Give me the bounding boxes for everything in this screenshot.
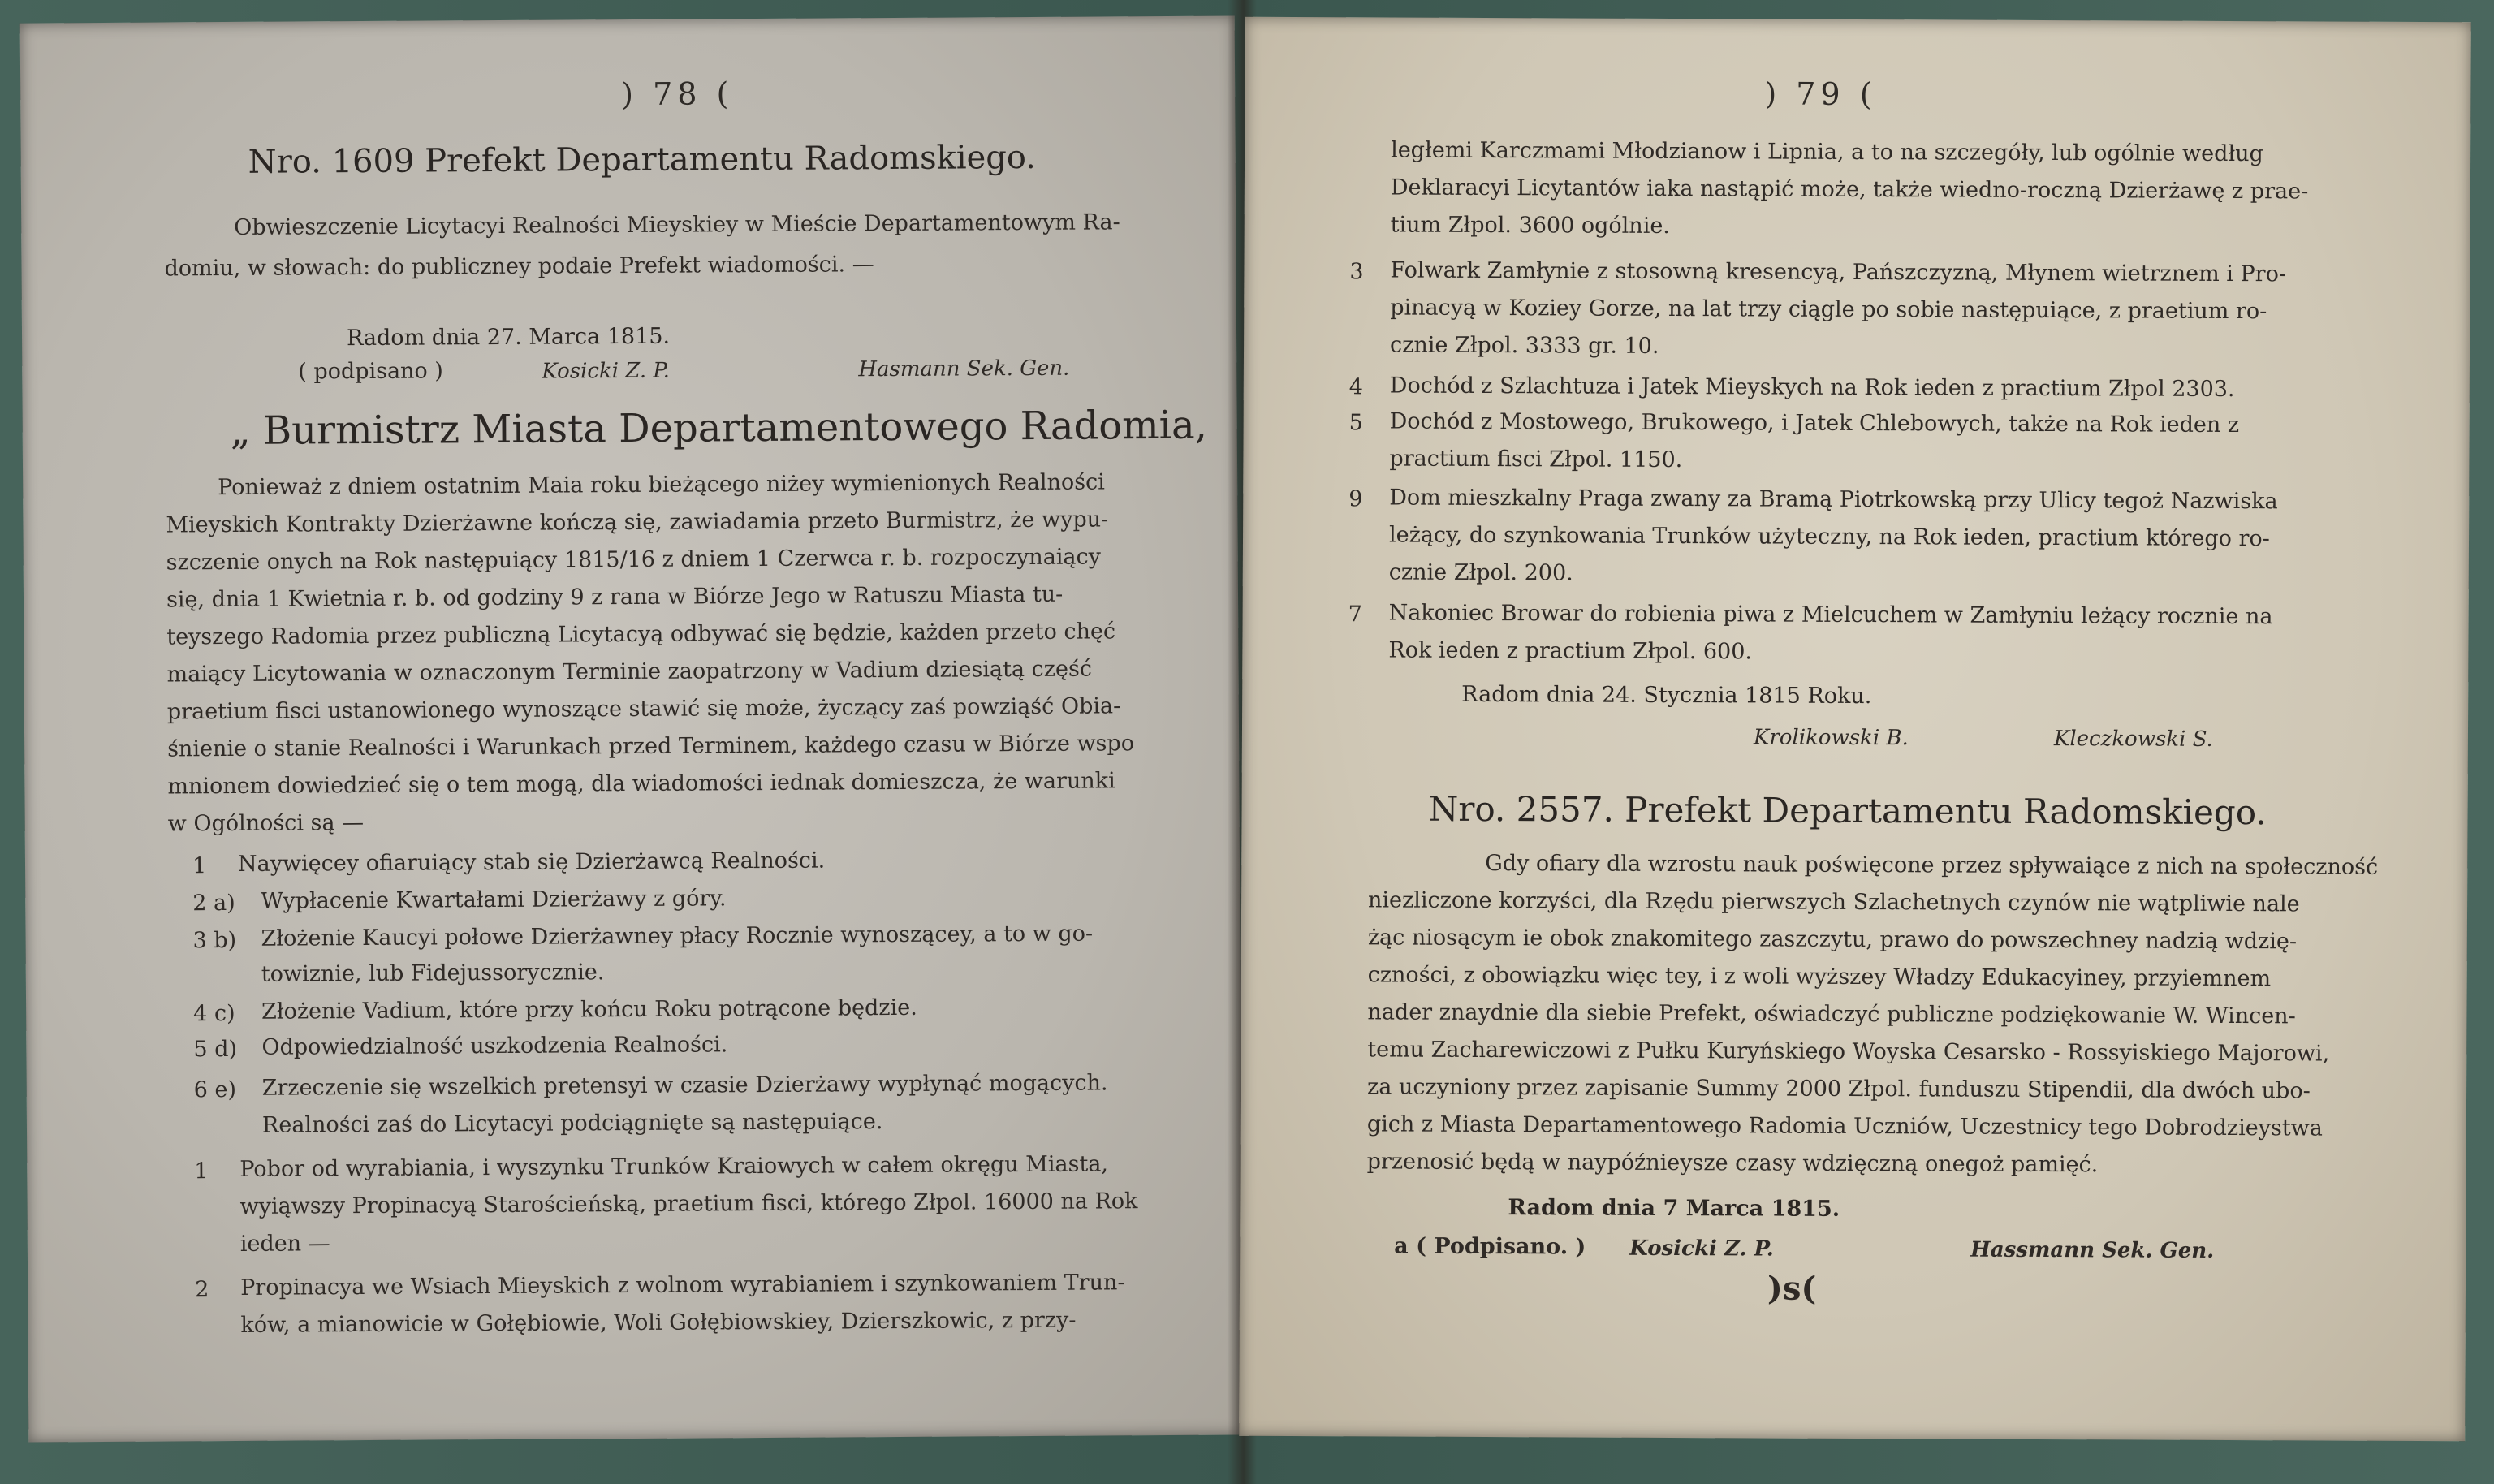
r-item-3-line-3: cznie Złpol. 3333 gr. 10. [1389, 332, 1659, 359]
r-item-9-line-3: cznie Złpol. 200. [1388, 559, 1573, 586]
r-item-num-5: 5 [1348, 410, 1363, 436]
condition-text-6: Zrzeczenie się wszelkich pretensyi w czasie Dzierżawy wypłynąć mogących. [261, 1070, 1108, 1101]
r-item-num-4: 4 [1348, 374, 1364, 400]
condition-num-3: 3 b) [192, 927, 237, 954]
body2-line-7: za uczyniony przez zapisanie Summy 2000 Złpol. funduszu Stipendii, dla dwóch ubo- [1367, 1074, 2311, 1104]
right-heading-2: Nro. 2557. Prefekt Departamentu Radomskiego. [1428, 788, 2267, 833]
r-item-num-9: 9 [1348, 486, 1363, 512]
signer-1: Kosicki Z. P. [542, 358, 670, 384]
r-item-num-3: 3 [1349, 259, 1364, 285]
body-line-1: Ponieważ z dniem ostatnim Maia roku bieżącego niżey wymienionych Realności [218, 469, 1105, 501]
body-line-8: śnienie o stanie Realności i Warunkach przed Terminem, każdego czasu w Biórze wspo [167, 731, 1135, 762]
item-num-1: 1 [194, 1158, 209, 1184]
left-date: Radom dnia 27. Marca 1815. [346, 323, 671, 352]
condition-num-5: 5 d) [193, 1036, 238, 1063]
r-item-9-line-2: leżący, do szynkowania Trunków użyteczny, na Rok ieden, practium którego ro- [1388, 522, 2270, 552]
left-page [20, 15, 1244, 1442]
r-item-3-line-2: pinacyą w Koziey Gorze, na lat trzy ciągle po sobie następuiące, z praetium ro- [1390, 295, 2267, 325]
right-date-2: Radom dnia 7 Marca 1815. [1508, 1195, 1840, 1222]
signed-label: ( podpisano ) [298, 358, 443, 385]
signer-a: Krolikowski B. [1753, 725, 1909, 751]
r-item-4-line-1: Dochód z Szlachtuza i Jatek Mieyskych na Rok ieden z practium Złpol 2303. [1389, 373, 2235, 403]
end-mark: )s( [1767, 1269, 1817, 1308]
item-2-line-2: ków, a mianowicie w Gołębiowie, Woli Gołębiowskiey, Dzierszkowic, z przy- [240, 1307, 1077, 1338]
body2-line-8: gich z Miasta Departamentowego Radomia Uczniów, Uczestnicy tego Dobrodzieystwa [1366, 1111, 2323, 1141]
signer-d: Hassmann Sek. Gen. [1970, 1237, 2215, 1263]
body2-line-6: temu Zacharewiczowi z Pułku Kuryńskiego Woyska Cesarsko - Rossyiskiego Majorowi, [1367, 1037, 2330, 1067]
item-2-line-1: Propinacya we Wsiach Mieyskich z wolnom wyrabianiem i szynkowaniem Trun- [240, 1270, 1125, 1301]
r-item-7-line-2: Rok ieden z practium Złpol. 600. [1388, 637, 1753, 665]
body-line-3: szczenie onych na Rok następuiący 1815/16 z dniem 1 Czerwca r. b. rozpoczynaiący [166, 544, 1102, 576]
item-num-2: 2 [195, 1277, 209, 1303]
body2-line-5: nader znaydnie dla siebie Prefekt, oświadczyć publiczne podziękowanie W. Wincen- [1367, 999, 2296, 1029]
realities-intro: Realności zaś do Licytacyi podciągnięte są następuiące. [261, 1109, 883, 1138]
body2-line-2: niezliczone korzyści, dla Rzędu pierwszych Szlachetnych czynów nie wątpliwie nale [1368, 887, 2300, 917]
signer-b: Kleczkowski S. [2053, 727, 2213, 752]
body-line-10: w Ogólności są — [167, 810, 365, 837]
signer-c: Kosicki Z. P. [1629, 1236, 1774, 1262]
item-1-line-2: wyiąwszy Propinacyą Starościeńską, praetium fisci, którego Złpol. 16000 na Rok [239, 1188, 1138, 1219]
r-item-9-line-1: Dom mieszkalny Praga zwany za Bramą Piotrkowską przy Ulicy tegoż Nazwiska [1389, 485, 2278, 515]
body2-line-9: przenosić będą w naypóźnieysze czasy wdzięczną onegoż pamięć. [1366, 1149, 2099, 1178]
signed-label-2: a ( Podpisano. ) [1394, 1233, 1586, 1260]
item-1-line-3: ieden — [239, 1231, 330, 1257]
body-line-6: maiący Licytowania w oznaczonym Terminie zaopatrzony w Vadium dziesiątą część [166, 656, 1092, 688]
left-sub-heading: „ Burmistrz Miasta Departamentowego Radomia, [230, 402, 1208, 455]
signer-2: Hasmann Sek. Gen. [858, 356, 1070, 382]
right-date-1: Radom dnia 24. Stycznia 1815 Roku. [1461, 681, 1872, 710]
body-line-7: praetium fisci ustanowionego wynoszące stawić się może, życzący zaś powziąść Obia- [166, 693, 1121, 725]
r-item-3-line-1: Folwark Zamłynie z stosowną kresencyą, Pańszczyzną, Młynem wietrznem i Pro- [1390, 257, 2287, 287]
condition-text-3: Złożenie Kaucyi połowe Dzierżawney płacy Rocznie wynoszącey, a to w go- [261, 921, 1094, 951]
condition-num-2: 2 a) [192, 890, 235, 917]
condition-num-1: 1 [192, 853, 207, 879]
body-line-5: teyszego Radomia przez publiczną Licytacyą odbywać się będzie, każden przeto chęć [166, 619, 1116, 650]
body2-line-1: Gdy ofiary dla wzrostu nauk poświęcone przez spływaiące z nich na społeczność [1485, 851, 2379, 880]
item-1-line-1: Pobor od wyrabiania, i wyszynku Trunków Kraiowych w całem okręgu Miasta, [239, 1151, 1109, 1182]
condition-num-4: 4 c) [193, 1000, 235, 1027]
r-item-5-line-1: Dochód z Mostowego, Brukowego, i Jatek Chlebowych, także na Rok ieden z [1389, 408, 2240, 438]
r-item-5-line-2: practium fisci Złpol. 1150. [1389, 446, 1683, 473]
page-number-right: ) 79 ( [1764, 75, 1877, 113]
intro-line-2: domiu, w słowach: do publiczney podaie Prefekt wiadomości. — [164, 252, 874, 282]
left-heading: Nro. 1609 Prefekt Departamentu Radomskiego. [248, 138, 1037, 181]
condition-text-5: Odpowiedzialność uszkodzenia Realności. [261, 1032, 728, 1060]
intro-line-1: Obwieszczenie Licytacyi Realności Mieyskiey w Mieście Departamentowym Ra- [234, 209, 1120, 240]
cont-line-3: tium Złpol. 3600 ogólnie. [1390, 212, 1671, 239]
condition-text-4: Złożenie Vadium, które przy końcu Roku potrącone będzie. [261, 994, 917, 1025]
body2-line-4: czności, z obowiązku więc tey, i z woli wyższey Władzy Edukacyiney, przyiemnem [1367, 962, 2272, 992]
body2-line-3: żąc niosącym ie obok znakomitego zaszczytu, prawo do powszechney nadzią wdzię- [1367, 925, 2298, 955]
condition-num-6: 6 e) [193, 1076, 237, 1103]
page-number-left: ) 78 ( [621, 75, 734, 113]
right-page [1239, 17, 2471, 1442]
condition-text-1: Naywięcey ofiaruiący stab się Dzierżawcą Realności. [237, 848, 826, 877]
body-line-9: mnionem dowiedzieć się o tem mogą, dla wiadomości iednak domieszcza, że warunki [167, 768, 1115, 800]
cont-line-1: ległemi Karczmami Młodzianow i Lipnia, a to na szczegóły, lub ogólnie według [1391, 137, 2263, 167]
body-line-4: się, dnia 1 Kwietnia r. b. od godziny 9 z rana w Biórze Jego w Ratuszu Miasta tu- [166, 581, 1064, 613]
body-line-2: Mieyskich Kontrakty Dzierżawne kończą się, zawiadamia przeto Burmistrz, że wypu- [166, 507, 1109, 538]
r-item-num-7: 7 [1348, 602, 1362, 628]
cont-line-2: Deklaracyi Licytantów iaka nastąpić może, także wiedno-roczną Dzierżawę z prae- [1390, 175, 2309, 205]
condition-text-3b: towiznie, lub Fidejussorycznie. [261, 960, 605, 987]
condition-text-2: Wypłacenie Kwartałami Dzierżawy z góry. [261, 886, 727, 914]
r-item-7-line-1: Nakoniec Browar do robienia piwa z Mielcuchem w Zamłyniu leżący rocznie na [1388, 600, 2273, 630]
